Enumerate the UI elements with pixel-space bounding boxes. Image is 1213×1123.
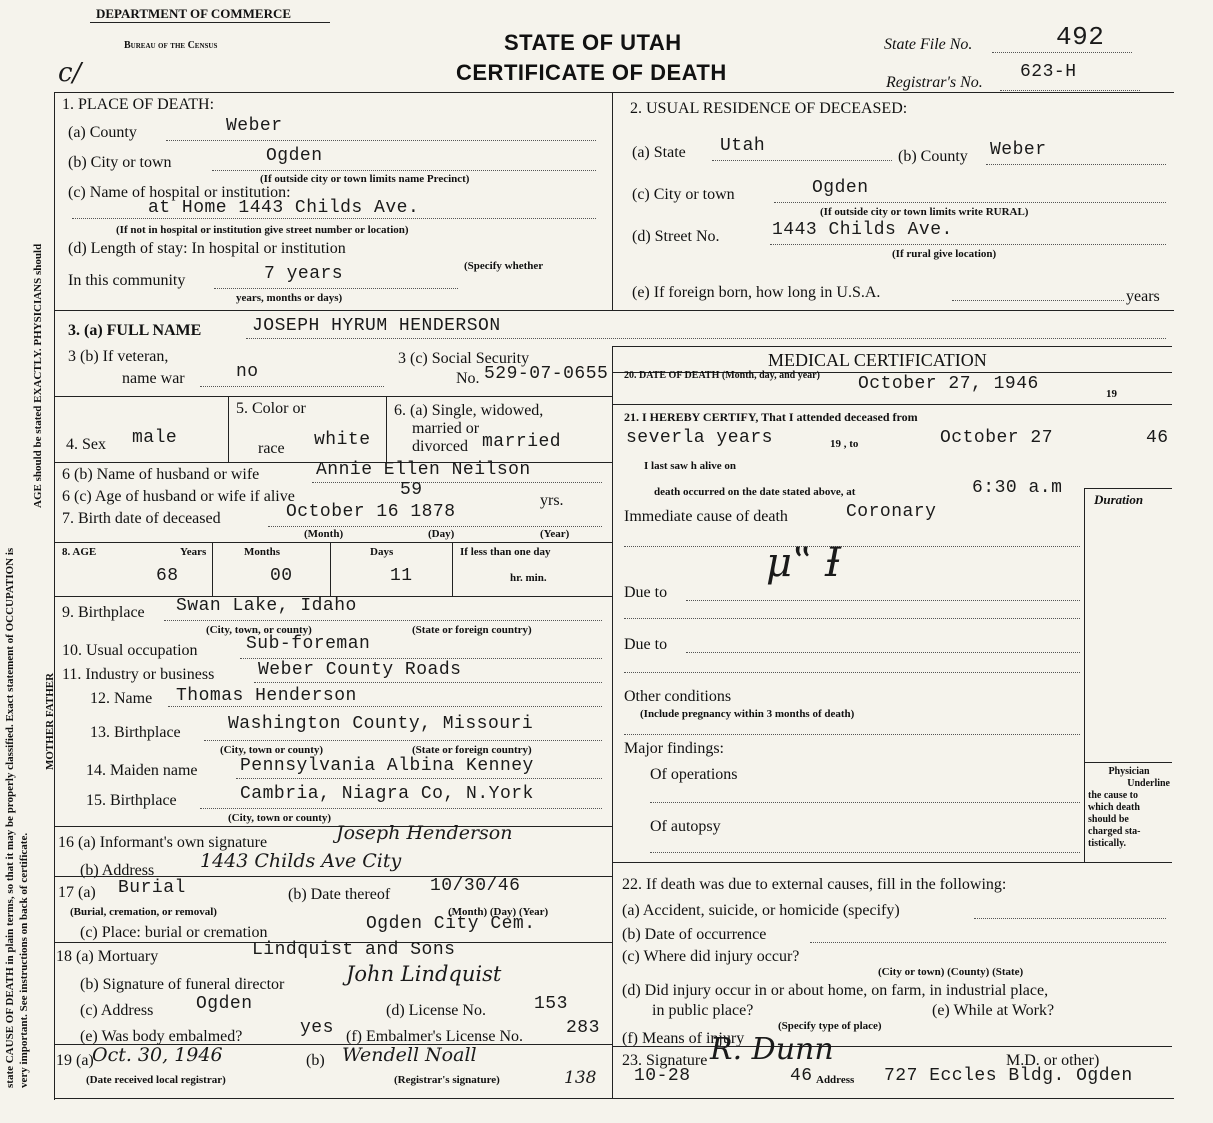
less-day-caption: If less than one day bbox=[460, 546, 551, 558]
color-label-2: race bbox=[258, 440, 285, 457]
external-f: (f) Means of injury bbox=[622, 1030, 745, 1047]
full-name-value: JOSEPH HYRUM HENDERSON bbox=[252, 316, 501, 336]
license-value: 153 bbox=[534, 994, 568, 1014]
hospital-label: (c) Name of hospital or institution: bbox=[68, 184, 291, 201]
marital-value: married bbox=[482, 432, 562, 452]
father-name-label: 12. Name bbox=[90, 690, 153, 707]
color-label: 5. Color or bbox=[236, 400, 306, 417]
res-city-note: (If outside city or town limits write RURAL) bbox=[820, 206, 1029, 218]
received-date: Oct. 30, 1946 bbox=[92, 1044, 223, 1066]
director-signature: John Lindquist bbox=[346, 962, 502, 986]
hospital-value: at Home 1443 Childs Ave. bbox=[148, 198, 420, 218]
mother-label: MOTHER bbox=[44, 719, 56, 770]
operations-label: Of operations bbox=[650, 766, 738, 783]
county-label: (a) County bbox=[68, 124, 137, 141]
city-value: Ogden bbox=[266, 146, 323, 166]
registrar-sig-label: (b) bbox=[306, 1052, 325, 1069]
dod-value: October 27, 1946 bbox=[858, 374, 1039, 394]
industry-value: Weber County Roads bbox=[258, 660, 462, 680]
bureau-label: Bureau of the Census bbox=[124, 40, 218, 51]
age-years-value: 68 bbox=[156, 566, 179, 586]
hr-min-caption: hr. min. bbox=[510, 572, 547, 584]
signature-year: 46 bbox=[790, 1066, 813, 1086]
certify-text: 21. I HEREBY CERTIFY, That I attended deceased from bbox=[624, 410, 918, 424]
res-county-label: (b) County bbox=[898, 148, 968, 165]
spouse-value: Annie Ellen Neilson bbox=[316, 460, 531, 480]
physician-note-3: the cause to bbox=[1088, 790, 1138, 801]
spouse-yrs: yrs. bbox=[540, 492, 564, 509]
res-street-note: (If rural give location) bbox=[892, 248, 997, 260]
res-county-value: Weber bbox=[990, 140, 1047, 160]
physician-address: 727 Eccles Bldg. Ogden bbox=[884, 1066, 1133, 1086]
birth-day-caption: (Day) bbox=[428, 528, 455, 540]
age-days-value: 11 bbox=[390, 566, 413, 586]
community-value: 7 years bbox=[264, 264, 344, 284]
mortuary-value: Lindquist and Sons bbox=[252, 940, 456, 960]
specify-note: (Specify whether bbox=[464, 260, 544, 272]
maiden-label: 14. Maiden name bbox=[86, 762, 198, 779]
dod-nineteen: 19 bbox=[1106, 388, 1117, 400]
birth-label: 7. Birth date of deceased bbox=[62, 510, 221, 527]
maiden-value: Pennsylvania Albina Kenney bbox=[240, 756, 534, 776]
burial-place-value: Ogden City Cem. bbox=[366, 914, 536, 934]
external-b: (b) Date of occurrence bbox=[622, 926, 767, 943]
physician-signature: R. Dunn bbox=[710, 1032, 834, 1067]
burial-label: 17 (a) bbox=[58, 884, 96, 901]
physician-note-4: which death bbox=[1088, 802, 1140, 813]
other-conditions-note: (Include pregnancy within 3 months of death) bbox=[640, 708, 855, 720]
burial-date-label: (b) Date thereof bbox=[288, 886, 391, 903]
community-label: In this community bbox=[68, 272, 186, 289]
embalmer-license-label: (f) Embalmer's License No. bbox=[346, 1028, 524, 1045]
ss-value: 529-07-0655 bbox=[484, 364, 609, 384]
burial-mdy: (Month) (Day) (Year) bbox=[448, 906, 549, 918]
age-months-value: 00 bbox=[270, 566, 293, 586]
received-label: 19 (a) bbox=[56, 1052, 94, 1069]
city-label: (b) City or town bbox=[68, 154, 172, 171]
due-to-2: Due to bbox=[624, 636, 668, 653]
age-days-caption: Days bbox=[370, 546, 394, 558]
attended-from: severla years bbox=[626, 428, 773, 448]
state-file-label: State File No. bbox=[884, 36, 973, 53]
external-c: (c) Where did injury occur? bbox=[622, 948, 800, 965]
foreign-label: (e) If foreign born, how long in U.S.A. bbox=[632, 284, 881, 301]
community-note: years, months or days) bbox=[236, 292, 343, 304]
address-label: Address bbox=[816, 1074, 855, 1086]
external-c-note: (City or town) (County) (State) bbox=[878, 966, 1024, 978]
major-findings-label: Major findings: bbox=[624, 740, 724, 757]
certificate-title: CERTIFICATE OF DEATH bbox=[456, 60, 727, 85]
external-a: (a) Accident, suicide, or homicide (specify) bbox=[622, 902, 900, 919]
burial-date-value: 10/30/46 bbox=[430, 876, 521, 896]
occupation-label: 10. Usual occupation bbox=[62, 642, 198, 659]
embalmed-label: (e) Was body embalmed? bbox=[80, 1028, 243, 1045]
spouse-label: 6 (b) Name of husband or wife bbox=[62, 466, 260, 483]
veteran-label: 3 (b) If veteran, bbox=[68, 348, 169, 365]
birth-value: October 16 1878 bbox=[286, 502, 456, 522]
registrar-signature: Wendell Noall bbox=[342, 1044, 477, 1066]
md-label: M.D. or other) bbox=[1006, 1052, 1100, 1069]
other-conditions-label: Other conditions bbox=[624, 688, 732, 705]
birth-month-caption: (Month) bbox=[304, 528, 344, 540]
res-state-label: (a) State bbox=[632, 144, 686, 161]
registrar-number: 623-H bbox=[1020, 62, 1077, 82]
marital-label: 6. (a) Single, widowed, bbox=[394, 402, 544, 419]
mother-birth-value: Cambria, Niagra Co, N.York bbox=[240, 784, 534, 804]
full-name-label: 3. (a) FULL NAME bbox=[68, 322, 202, 339]
hospital-note: (If not in hospital or institution give street number or location) bbox=[116, 224, 409, 236]
res-city-label: (c) City or town bbox=[632, 186, 735, 203]
marital-label-2: married or bbox=[412, 420, 480, 437]
age-years-caption: Years bbox=[180, 546, 207, 558]
external-d-note: (Specify type of place) bbox=[778, 1020, 882, 1032]
marital-label-3: divorced bbox=[412, 438, 468, 455]
external-d: (d) Did injury occur in or about home, on farm, in industrial place, bbox=[622, 982, 1049, 999]
county-value: Weber bbox=[226, 116, 283, 136]
ss-label: 3 (c) Social Security bbox=[398, 350, 530, 367]
license-label: (d) License No. bbox=[386, 1002, 486, 1019]
mother-city-caption: (City, town or county) bbox=[228, 812, 332, 824]
page-number: 138 bbox=[564, 1068, 597, 1088]
informant-addr-value: 1443 Childs Ave City bbox=[200, 850, 402, 872]
embalmed-value: yes bbox=[300, 1018, 334, 1038]
burial-place-label: (c) Place: burial or cremation bbox=[80, 924, 268, 941]
mother-father-label bbox=[44, 673, 56, 770]
burial-value: Burial bbox=[118, 878, 186, 898]
external-heading: 22. If death was due to external causes, fill in the following: bbox=[622, 876, 1007, 893]
city-note: (If outside city or town limits name Precinct) bbox=[260, 173, 470, 185]
informant-addr-label: (b) Address bbox=[80, 862, 155, 879]
immediate-cause-label: Immediate cause of death bbox=[624, 508, 788, 525]
medical-heading: MEDICAL CERTIFICATION bbox=[768, 350, 987, 370]
external-d2: in public place? bbox=[652, 1002, 754, 1019]
stay-label: (d) Length of stay: In hospital or institution bbox=[68, 240, 346, 257]
state-file-number: 492 bbox=[1056, 22, 1105, 52]
father-state-caption: (State or foreign country) bbox=[412, 744, 532, 756]
side-note-3: AGE should be stated EXACTLY. PHYSICIANS should bbox=[32, 243, 44, 508]
father-birth-label: 13. Birthplace bbox=[90, 724, 181, 741]
duration-label: Duration bbox=[1094, 492, 1144, 507]
industry-label: 11. Industry or business bbox=[62, 666, 215, 683]
to-label: 19 , to bbox=[830, 438, 859, 450]
signature-date: 10-28 bbox=[634, 1066, 691, 1086]
physician-note-5: should be bbox=[1088, 814, 1129, 825]
physician-note-7: tistically. bbox=[1088, 838, 1127, 849]
res-street-value: 1443 Childs Ave. bbox=[772, 220, 953, 240]
signature-label: 23. Signature bbox=[622, 1052, 708, 1069]
ss-label-2: No. bbox=[456, 370, 480, 387]
corner-mark: c/ bbox=[58, 58, 82, 88]
mother-birth-label: 15. Birthplace bbox=[86, 792, 177, 809]
father-name-value: Thomas Henderson bbox=[176, 686, 357, 706]
age-label: 8. AGE bbox=[62, 546, 97, 558]
birthplace-label: 9. Birthplace bbox=[62, 604, 145, 621]
place-of-death-heading: 1. PLACE OF DEATH: bbox=[62, 96, 215, 113]
handwritten-code: μ‟ Ɨ bbox=[766, 540, 841, 586]
father-label: FATHER bbox=[44, 672, 56, 718]
last-saw-label: I last saw h alive on bbox=[644, 460, 736, 472]
due-to-1: Due to bbox=[624, 584, 668, 601]
attended-to-year: 46 bbox=[1146, 428, 1169, 448]
residence-heading: 2. USUAL RESIDENCE OF DECEASED: bbox=[630, 100, 908, 117]
burial-note: (Burial, cremation, or removal) bbox=[70, 906, 217, 918]
physician-note-2: Underline bbox=[1127, 778, 1170, 789]
father-city-caption: (City, town or county) bbox=[220, 744, 324, 756]
registrar-sig-note: (Registrar's signature) bbox=[394, 1074, 500, 1086]
sex-value: male bbox=[132, 428, 178, 448]
immediate-cause-value: Coronary bbox=[846, 502, 937, 522]
attended-to: October 27 bbox=[940, 428, 1054, 448]
occurred-label: death occurred on the date stated above, at bbox=[654, 486, 856, 498]
occupation-value: Sub-foreman bbox=[246, 634, 371, 654]
dept-label: DEPARTMENT OF COMMERCE bbox=[96, 6, 292, 21]
time-value: 6:30 a.m bbox=[972, 478, 1063, 498]
mortuary-label: 18 (a) Mortuary bbox=[56, 948, 159, 965]
informant-sig-label: 16 (a) Informant's own signature bbox=[58, 834, 268, 851]
veteran-value: no bbox=[236, 362, 259, 382]
informant-signature: Joseph Henderson bbox=[336, 822, 513, 844]
external-e: (e) While at Work? bbox=[932, 1002, 1055, 1019]
birthplace-value: Swan Lake, Idaho bbox=[176, 596, 357, 616]
physician-note bbox=[1088, 766, 1170, 850]
color-value: white bbox=[314, 430, 371, 450]
res-street-label: (d) Street No. bbox=[632, 228, 720, 245]
director-label: (b) Signature of funeral director bbox=[80, 976, 285, 993]
autopsy-label: Of autopsy bbox=[650, 818, 721, 835]
physician-note-1: Physician bbox=[1108, 766, 1150, 777]
received-note: (Date received local registrar) bbox=[86, 1074, 226, 1086]
registrar-label: Registrar's No. bbox=[886, 74, 983, 91]
father-birth-value: Washington County, Missouri bbox=[228, 714, 534, 734]
foreign-years-label: years bbox=[1126, 288, 1160, 305]
embalmer-license-value: 283 bbox=[566, 1018, 600, 1038]
dod-label: 20. DATE OF DEATH (Month, day, and year) bbox=[624, 370, 820, 381]
birthplace-city-caption: (City, town, or county) bbox=[206, 624, 312, 636]
side-note-1: state CAUSE OF DEATH in plain terms, so that it may be properly classified. Exact statement of OCCUPATION is bbox=[4, 547, 16, 1088]
state-heading: STATE OF UTAH bbox=[504, 30, 682, 55]
res-city-value: Ogden bbox=[812, 178, 869, 198]
side-note-2: very important. See instructions on back of certificate. bbox=[18, 832, 30, 1088]
mortuary-addr-label: (c) Address bbox=[80, 1002, 154, 1019]
physician-note-6: charged sta- bbox=[1088, 826, 1141, 837]
birthplace-state-caption: (State or foreign country) bbox=[412, 624, 532, 636]
spouse-age-label: 6 (c) Age of husband or wife if alive bbox=[62, 488, 295, 505]
mortuary-addr-value: Ogden bbox=[196, 994, 253, 1014]
side-instructions bbox=[2, 108, 42, 1088]
res-state-value: Utah bbox=[720, 136, 766, 156]
age-months-caption: Months bbox=[244, 546, 281, 558]
veteran-label-2: name war bbox=[122, 370, 185, 387]
birth-year-caption: (Year) bbox=[540, 528, 570, 540]
sex-label: 4. Sex bbox=[66, 436, 106, 453]
spouse-age-value: 59 bbox=[400, 480, 423, 500]
